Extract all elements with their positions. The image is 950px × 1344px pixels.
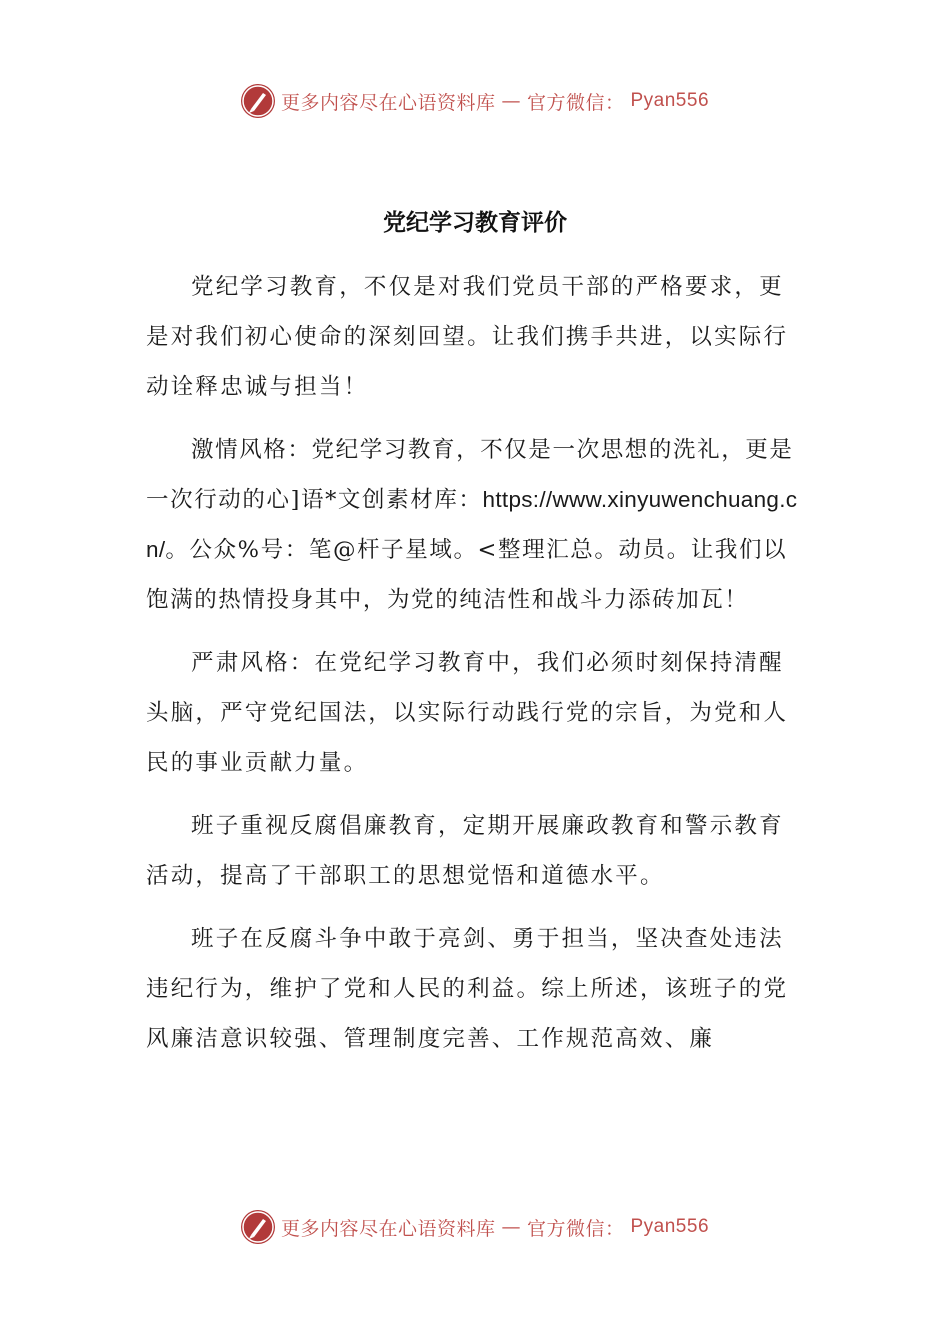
banner-official-label: 官方微信：: [526, 1217, 625, 1240]
banner-wechat-id: Pyan556: [630, 1216, 710, 1237]
header-banner: [0, 84, 950, 118]
paragraph-passion-style: [146, 425, 806, 625]
banner-official-label: 官方微信：: [526, 91, 625, 114]
document-body: [146, 262, 806, 1077]
pen-logo-icon: [241, 84, 275, 118]
document-title: 党纪学习教育评价: [383, 209, 567, 236]
paragraph-passion-before: 激情风格：党纪学习教育，不仅是一次思想的洗礼，更是一次行动的心]语*文创素材库：: [146, 437, 794, 513]
paragraph-anticorruption-education: 班子重视反腐倡廉教育，定期开展廉政教育和警示教育活动，提高了干部职工的思想觉悟和道德水平。: [146, 813, 784, 889]
paragraph-intro: 党纪学习教育，不仅是对我们党员干部的严格要求，更是对我们初心使命的深刻回望。让我们携手共进，以实际行动诠释忠诚与担当！: [146, 274, 789, 400]
paragraph-anticorruption-struggle: 班子在反腐斗争中敢于亮剑、勇于担当，坚决查处违法违纪行为，维护了党和人民的利益。综上所述，该班子的党风廉洁意识较强、管理制度完善、工作规范高效、廉: [146, 926, 789, 1052]
source-url-link[interactable]: https://www.xinyuwenchuang.cn/: [146, 487, 798, 562]
banner-dash: —: [501, 90, 521, 112]
banner-wechat-id: Pyan556: [630, 90, 710, 111]
pen-logo-icon: [241, 1210, 275, 1244]
paragraph-passion-after: 。公众%号：笔@杆子星域。<整理汇总。动员。让我们以饱满的热情投身其中，为党的纯洁性和战斗力添砖加瓦！: [146, 537, 788, 613]
paragraph-serious-style: 严肃风格：在党纪学习教育中，我们必须时刻保持清醒头脑，严守党纪国法，以实际行动践行党的宗旨，为党和人民的事业贡献力量。: [146, 650, 789, 776]
footer-banner: [0, 1210, 950, 1244]
banner-text: 更多内容尽在心语资料库: [280, 91, 496, 114]
banner-text: 更多内容尽在心语资料库: [280, 1217, 496, 1240]
banner-dash: —: [501, 1216, 521, 1238]
